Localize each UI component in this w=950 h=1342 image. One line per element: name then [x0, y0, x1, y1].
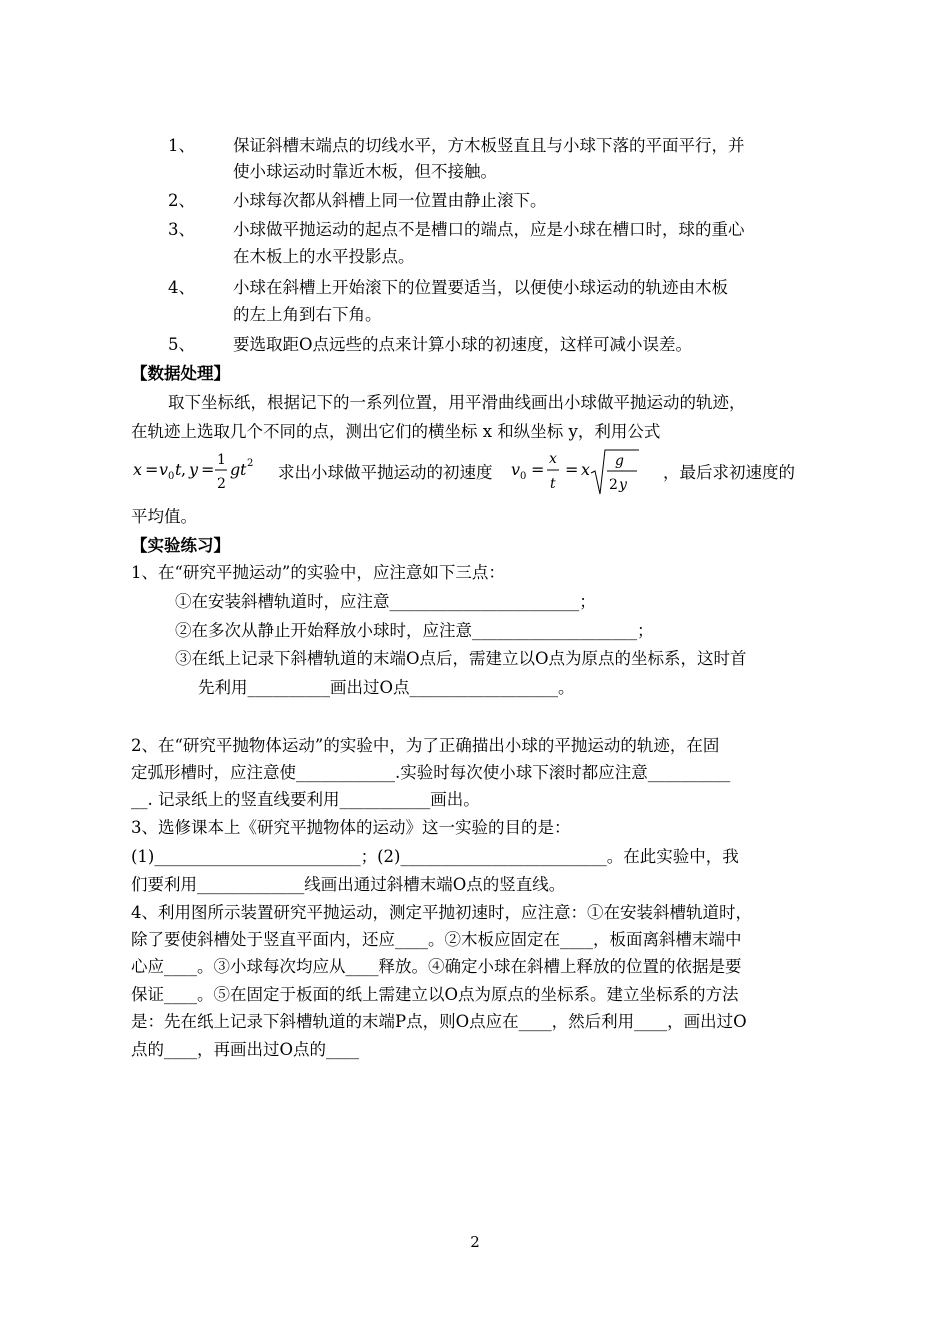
svg-text:v: v: [511, 460, 521, 479]
svg-text:0: 0: [168, 471, 175, 482]
formula-line: [131, 446, 831, 498]
formula-text: ，最后求初速度的: [663, 463, 795, 482]
note-text: 的左上角到右下角。: [233, 305, 382, 324]
question-3: (1)_________________________；(2)_________________________。在此实验中，我: [131, 847, 739, 866]
question-4: 心应____。③小球每次均应从____释放。④确定小球在斜槽上释放的位置的依据是要: [131, 957, 742, 976]
position-formula: [131, 446, 276, 498]
data-paragraph-line: 在轨迹上选取几个不同的点，测出它们的横坐标 x 和纵坐标 y，利用公式: [131, 422, 661, 441]
svg-text:t: t: [550, 476, 556, 492]
note-number: 5、: [168, 335, 195, 354]
svg-text:x: x: [549, 451, 557, 467]
question-3: 们要利用_____________线画出通过斜槽末端O点的竖直线。: [131, 875, 566, 894]
question-1-item: ③在纸上记录下斜槽轨道的末端O点后，需建立以O点为原点的坐标系，这时首: [175, 649, 747, 668]
question-2: __. 记录纸上的竖直线要利用___________画出。: [131, 790, 480, 809]
svg-text:=: =: [531, 460, 545, 479]
note-text: 小球每次都从斜槽上同一位置由静止滚下。: [233, 191, 547, 210]
section-heading-practice: 【实验练习】: [131, 536, 230, 555]
question-3: 3、选修课本上《研究平抛物体的运动》这一实验的目的是：: [131, 818, 571, 837]
svg-text:t: t: [240, 460, 247, 479]
note-number: 3、: [168, 220, 195, 239]
svg-text:,: ,: [181, 460, 187, 479]
svg-text:y: y: [189, 460, 199, 479]
question-1: 1、在“研究平抛运动”的实验中，应注意如下三点：: [131, 563, 505, 582]
svg-text:=: =: [201, 460, 215, 479]
velocity-formula: [509, 446, 659, 498]
section-heading-data: 【数据处理】: [131, 364, 230, 383]
svg-text:1: 1: [217, 452, 226, 468]
svg-text:2: 2: [609, 477, 618, 493]
question-2: 定弧形槽时，应注意使____________.实验时每次使小球下滚时都应注意__________: [131, 763, 731, 782]
svg-text:x: x: [133, 460, 143, 479]
data-paragraph-line: 平均值。: [131, 507, 197, 526]
question-1-item: ①在安装斜槽轨道时，应注意_______________________；: [175, 592, 596, 611]
question-4: 4、利用图所示装置研究平抛运动，测定平抛初速时，应注意：①在安装斜槽轨道时，: [131, 903, 752, 922]
formula-text: 求出小球做平抛运动的初速度: [278, 463, 493, 482]
note-number: 4、: [168, 278, 195, 297]
question-1-item: ②在多次从静止开始释放小球时，应注意____________________；: [175, 621, 654, 640]
note-text: 小球做平抛运动的起点不是槽口的端点，应是小球在槽口时，球的重心: [233, 220, 745, 239]
question-4: 保证____。⑤在固定于板面的纸上需建立以O点为原点的坐标系。建立坐标系的方法: [131, 985, 739, 1004]
svg-text:x: x: [581, 460, 591, 479]
svg-text:=: =: [565, 460, 579, 479]
note-number: 2、: [168, 191, 195, 210]
question-2: 2、在“研究平抛物体运动”的实验中，为了正确描出小球的平抛运动的轨迹，在固: [131, 736, 720, 755]
question-1-item: 先利用__________画出过O点__________________。: [198, 678, 575, 697]
note-number: 1、: [168, 136, 195, 155]
svg-text:y: y: [619, 477, 627, 493]
svg-text:0: 0: [520, 471, 527, 482]
note-text: 在木板上的水平投影点。: [233, 247, 415, 266]
svg-text:v: v: [159, 460, 169, 479]
page-number: 2: [470, 1233, 480, 1251]
note-text: 使小球运动时靠近木板，但不接触。: [233, 162, 497, 181]
question-4: 除了要使斜槽处于竖直平面内，还应____。②木板应固定在____，板面离斜槽末端中: [131, 930, 742, 949]
note-text: 要选取距O点远些的点来计算小球的初速度，这样可减小误差。: [233, 335, 693, 354]
note-text: 小球在斜槽上开始滚下的位置要适当，以便使小球运动的轨迹由木板: [233, 278, 728, 297]
svg-text:=: =: [145, 460, 159, 479]
svg-text:t: t: [175, 460, 182, 479]
note-text: 保证斜槽末端点的切线水平，方木板竖直且与小球下落的平面平行，并: [233, 136, 745, 155]
svg-text:2: 2: [217, 476, 226, 492]
svg-text:g: g: [615, 453, 624, 469]
question-4: 点的____，再画出过O点的____: [131, 1040, 360, 1059]
data-paragraph-line: 取下坐标纸，根据记下的一系列位置，用平滑曲线画出小球做平抛运动的轨迹，: [168, 393, 746, 412]
question-4: 是：先在纸上记录下斜槽轨道的末端P点，则O点应在____，然后利用____，画出过O: [131, 1012, 747, 1031]
svg-text:2: 2: [247, 458, 254, 469]
svg-text:g: g: [230, 460, 241, 479]
